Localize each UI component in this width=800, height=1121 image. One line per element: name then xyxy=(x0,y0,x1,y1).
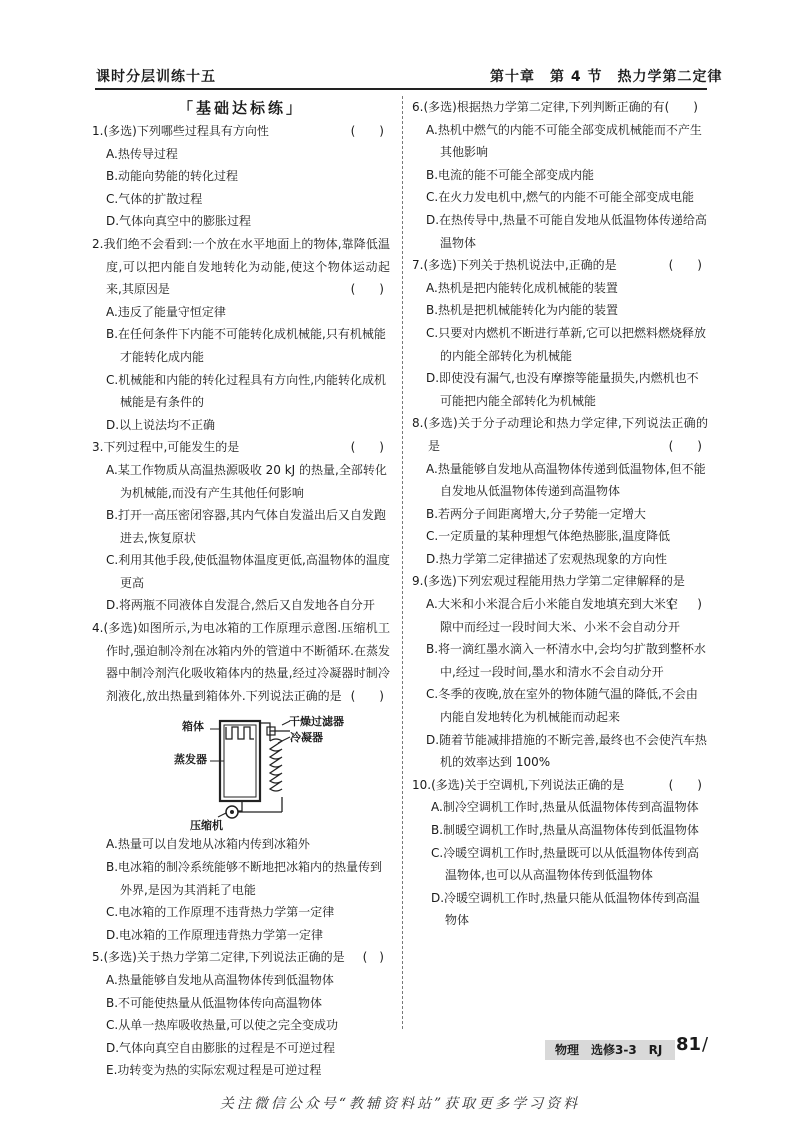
watermark-text: 关注微信公众号“教辅资料站”获取更多学习资料 xyxy=(219,1096,581,1112)
option-D: D.电冰箱的工作原理违背热力学第一定律 xyxy=(106,927,324,942)
label-condenser: 冷凝器 xyxy=(290,731,323,745)
option-D: D.气体向真空自由膨胀的过程是不可逆过程 xyxy=(106,1040,336,1055)
option-B: B.电流的能不可能全部变成内能 xyxy=(426,167,595,182)
option-B: B.动能向势能的转化过程 xyxy=(106,169,239,184)
label-evaporator: 蒸发器 xyxy=(174,753,207,767)
question-3 xyxy=(92,436,390,617)
header-chapter-title: 第十章 第 4 节 热力学第二定律 xyxy=(490,69,723,85)
left-column xyxy=(92,96,390,1082)
option-A: A.热传导过程 xyxy=(106,146,178,161)
option-C: C.一定质量的某种理想气体绝热膨胀,温度降低 xyxy=(426,529,671,544)
question-stem xyxy=(92,233,390,301)
question-stem-text: 3.下列过程中,可能发生的是 xyxy=(92,440,240,455)
question-stem-text: 4.(多选)如图所示,为电冰箱的工作原理示意图.压缩机工作时,强迫制冷剂在冰箱内外的管道中不断循环.在蒸发器中制冷剂汽化吸收箱体内的热量,经过冷凝器时制冷剂液化,放出热量到箱体外.下列说法正确的是 xyxy=(92,621,390,703)
header-rule xyxy=(95,88,707,90)
page-slash: / xyxy=(702,1034,709,1055)
question-5 xyxy=(92,946,390,1082)
option-D: D.即使没有漏气,也没有摩擦等能量损失,内燃机也不可能把内能全部转化为机械能 xyxy=(426,371,699,408)
answer-parentheses: ( ) xyxy=(350,440,384,455)
label-compressor: 压缩机 xyxy=(190,819,223,833)
question-9 xyxy=(412,570,708,773)
question-stem xyxy=(412,774,708,797)
question-stem-text: 2.我们绝不会看到:一个放在水平地面上的物体,靠降低温度,可以把内能自发地转化为动能,使这个物体运动起来,其原因是 xyxy=(92,236,390,297)
refrigerator-diagram-drawing xyxy=(92,711,390,829)
question-stem xyxy=(92,120,390,143)
question-stem xyxy=(412,254,708,277)
question-7 xyxy=(412,254,708,412)
question-stem xyxy=(412,96,708,119)
option-A: A.热机是把内能转化成机械能的装置 xyxy=(426,280,618,295)
refrigerator-diagram xyxy=(92,711,390,833)
option-C: C.利用其他手段,使低温物体温度更低,高温物体的温度更高 xyxy=(106,553,390,590)
question-stem xyxy=(92,436,390,459)
option-C: C.只要对内燃机不断进行革新,它可以把燃料燃烧释放的内能全部转化为机械能 xyxy=(426,325,707,363)
option-B: B.电冰箱的制冷系统能够不断地把冰箱内的热量传到外界,是因为其消耗了电能 xyxy=(106,860,383,897)
question-stem xyxy=(412,570,708,612)
option-E: E.功转变为热的实际宏观过程是可逆过程 xyxy=(106,1063,322,1078)
question-stem xyxy=(412,412,708,457)
question-stem-text: 10.(多选)关于空调机,下列说法正确的是 xyxy=(412,777,625,792)
answer-parentheses: ( ) xyxy=(668,777,702,792)
question-10 xyxy=(412,774,708,932)
right-column xyxy=(412,96,708,932)
option-C: C.气体的扩散过程 xyxy=(106,191,203,206)
question-6 xyxy=(412,96,708,254)
option-D: D.热力学第二定律描述了宏观热现象的方向性 xyxy=(426,551,668,566)
column-divider xyxy=(402,96,403,1029)
answer-parentheses: ( ) xyxy=(350,282,384,297)
option-A: A.大米和小米混合后小米能自发地填充到大米空隙中而经过一段时间大米、小米不会自动分开 xyxy=(426,597,681,634)
option-C: C.机械能和内能的转化过程具有方向性,内能转化成机械能是有条件的 xyxy=(106,372,387,410)
option-D: D.随着节能减排措施的不断完善,最终也不会使汽车热机的效率达到 100% xyxy=(426,732,707,770)
question-stem-text: 5.(多选)关于热力学第二定律,下列说法正确的是 xyxy=(92,950,345,965)
option-A: A.制冷空调机工作时,热量从低温物体传到高温物体 xyxy=(431,800,699,815)
option-C: C.在火力发电机中,燃气的内能不可能全部变成电能 xyxy=(426,190,695,205)
option-C: C.电冰箱的工作原理不违背热力学第一定律 xyxy=(106,905,335,920)
option-D: D.在热传导中,热量不可能自发地从低温物体传递给高温物体 xyxy=(426,212,707,250)
option-B: B.打开一高压密闭容器,其内气体自发溢出后又自发跑进去,恢复原状 xyxy=(106,508,386,545)
answer-parentheses: ( ) xyxy=(668,597,702,612)
option-C: C.从单一热库吸收热量,可以使之完全变成功 xyxy=(106,1018,339,1033)
question-4 xyxy=(92,617,390,946)
option-C: C.冬季的夜晚,放在室外的物体随气温的降低,不会由内能自发地转化为机械能而动起来 xyxy=(426,687,698,725)
question-stem xyxy=(92,946,390,969)
label-dryer-filter: 干燥过滤器 xyxy=(289,715,344,729)
question-stem-text: 7.(多选)下列关于热机说法中,正确的是 xyxy=(412,258,617,273)
option-A: A.热量能够自发地从高温物体传到低温物体 xyxy=(106,973,334,987)
option-D: D.气体向真空中的膨胀过程 xyxy=(106,214,252,229)
option-B: B.在任何条件下内能不可能转化成机械能,只有机械能才能转化成内能 xyxy=(106,327,386,364)
option-B: B.不可能使热量从低温物体传向高温物体 xyxy=(106,995,323,1010)
question-stem-text: 8.(多选)关于分子动理论和热力学定律,下列说法正确的是 xyxy=(412,416,708,453)
footer-subject: 物理 选修3-3 RJ xyxy=(555,1043,663,1057)
page-number: 81 xyxy=(676,1034,702,1055)
question-8 xyxy=(412,412,708,570)
option-D: D.冷暖空调机工作时,热量只能从低温物体传到高温物体 xyxy=(431,890,700,928)
option-A: A.热机中燃气的内能不可能全部变成机械能而不产生其他影响 xyxy=(426,122,702,160)
option-D: D.以上说法均不正确 xyxy=(106,417,216,432)
option-D: D.将两瓶不同液体自发混合,然后又自发地各自分开 xyxy=(106,598,375,613)
option-C: C.冷暖空调机工作时,热量既可以从低温物体传到高温物体,也可以从高温物体传到低温物体 xyxy=(431,845,700,883)
section-title: 「基础达标练」 xyxy=(177,99,304,117)
label-cabinet: 箱体 xyxy=(182,720,204,734)
question-stem-text: 9.(多选)下列宏观过程能用热力学第二定律解释的是 xyxy=(412,574,685,589)
option-A: A.某工作物质从高温热源吸收 20 kJ 的热量,全部转化为机械能,而没有产生其他任何影响 xyxy=(106,462,387,500)
header-series-title: 课时分层训练十五 xyxy=(96,69,216,85)
answer-parentheses: ( ) xyxy=(350,124,384,138)
answer-parentheses: ( ) xyxy=(350,688,384,703)
option-A: A.热量能够自发地从高温物体传递到低温物体,但不能自发地从低温物体传递到高温物体 xyxy=(426,461,706,499)
option-A: A.热量可以自发地从冰箱内传到冰箱外 xyxy=(106,837,310,852)
option-B: B.制暖空调机工作时,热量从高温物体传到低温物体 xyxy=(431,823,699,837)
question-stem xyxy=(92,617,390,707)
question-2 xyxy=(92,233,390,436)
option-A: A.违反了能量守恒定律 xyxy=(106,304,226,319)
option-B: B.热机是把机械能转化为内能的装置 xyxy=(426,303,619,318)
option-B: B.将一滴红墨水滴入一杯清水中,会均匀扩散到整杯水中,经过一段时间,墨水和清水不会自动分开 xyxy=(426,642,706,679)
question-1 xyxy=(92,120,390,233)
question-stem-text: 1.(多选)下列哪些过程具有方向性 xyxy=(92,124,269,138)
answer-parentheses: ( ) xyxy=(668,258,702,273)
answer-parentheses: ( ) xyxy=(668,438,702,453)
question-stem-text: 6.(多选)根据热力学第二定律,下列判断正确的有( ) xyxy=(412,100,698,114)
answer-parentheses: ( ) xyxy=(362,950,384,965)
option-B: B.若两分子间距离增大,分子势能一定增大 xyxy=(426,506,646,521)
